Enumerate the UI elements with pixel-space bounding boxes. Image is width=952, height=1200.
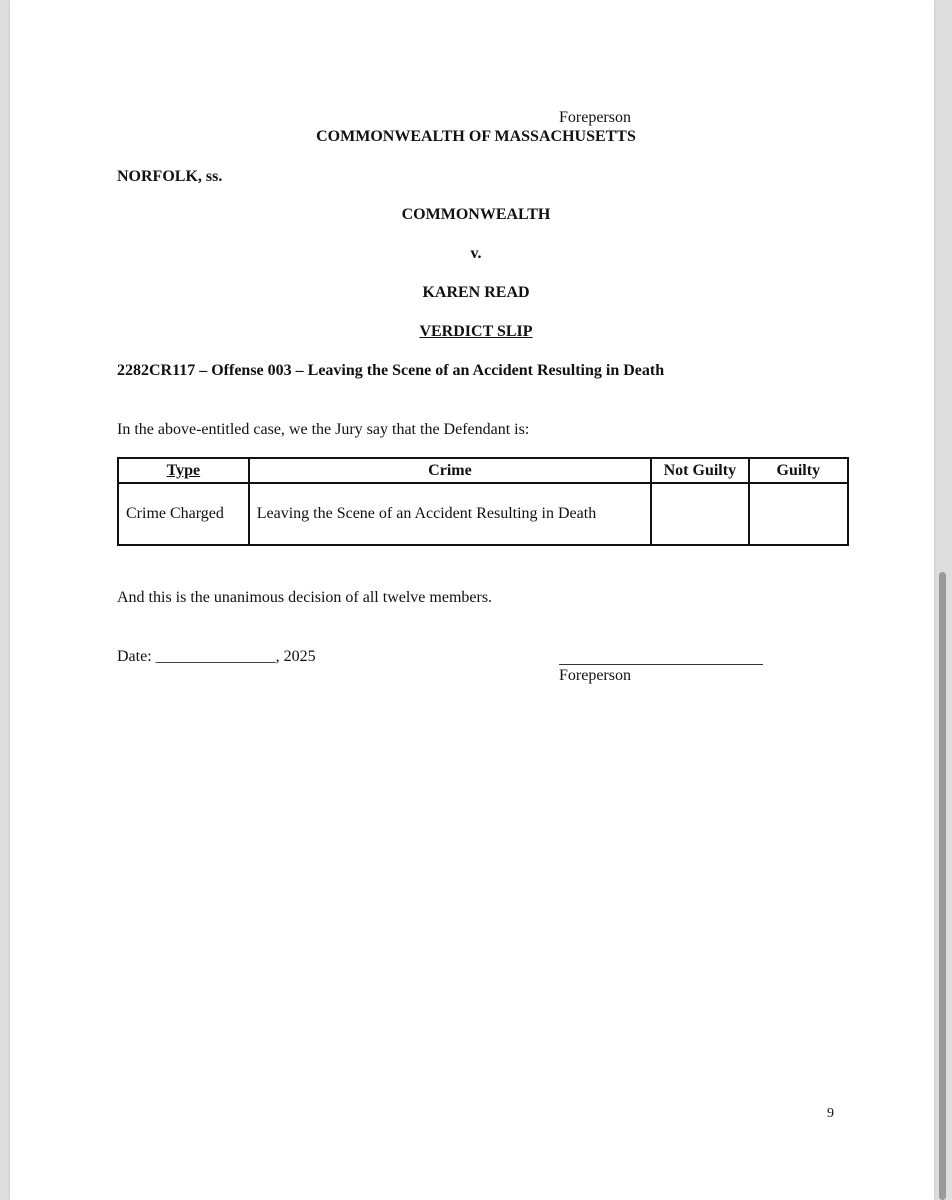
header-guilty: Guilty [749, 458, 848, 483]
date-year: , 2025 [275, 648, 316, 665]
county-label: NORFOLK, ss. [117, 168, 223, 185]
commonwealth-title: COMMONWEALTH OF MASSACHUSETTS [316, 128, 636, 145]
defendant-name: KAREN READ [422, 284, 530, 301]
offense-line: 2282CR117 – Offense 003 – Leaving the Scene of an Accident Resulting in Death [117, 362, 665, 379]
table-row [118, 483, 848, 545]
table-header-row [118, 458, 848, 483]
header-crime: Crime [249, 458, 651, 483]
unanimous-statement: And this is the unanimous decision of all twelve members. [117, 589, 493, 606]
cell-type-text: Crime Charged [126, 505, 224, 522]
verdict-slip-title: VERDICT SLIP [419, 323, 533, 340]
header-type: Type [118, 458, 249, 483]
page-number: 9 [827, 1106, 834, 1121]
date-blank[interactable]: _______________ [155, 648, 276, 665]
versus-label: v. [470, 245, 482, 262]
plaintiff-name: COMMONWEALTH [401, 206, 551, 223]
foreperson-signature-line[interactable] [559, 664, 763, 665]
foreperson-top-label: Foreperson [559, 109, 631, 126]
header-not-guilty: Not Guilty [651, 458, 748, 483]
jury-intro-text: In the above-entitled case, we the Jury say that the Defendant is: [117, 421, 530, 438]
scrollbar-thumb[interactable] [939, 572, 946, 1200]
cell-guilty-box[interactable] [749, 483, 848, 545]
cell-crime-text: Leaving the Scene of an Accident Resulting in Death [256, 505, 597, 522]
cell-crime [249, 483, 651, 545]
cell-not-guilty-box[interactable] [651, 483, 748, 545]
date-label: Date: [117, 648, 152, 665]
cell-type [118, 483, 249, 545]
date-line [117, 648, 316, 666]
verdict-table [117, 457, 849, 546]
foreperson-bottom-label: Foreperson [559, 667, 631, 684]
document-page [10, 0, 934, 1200]
